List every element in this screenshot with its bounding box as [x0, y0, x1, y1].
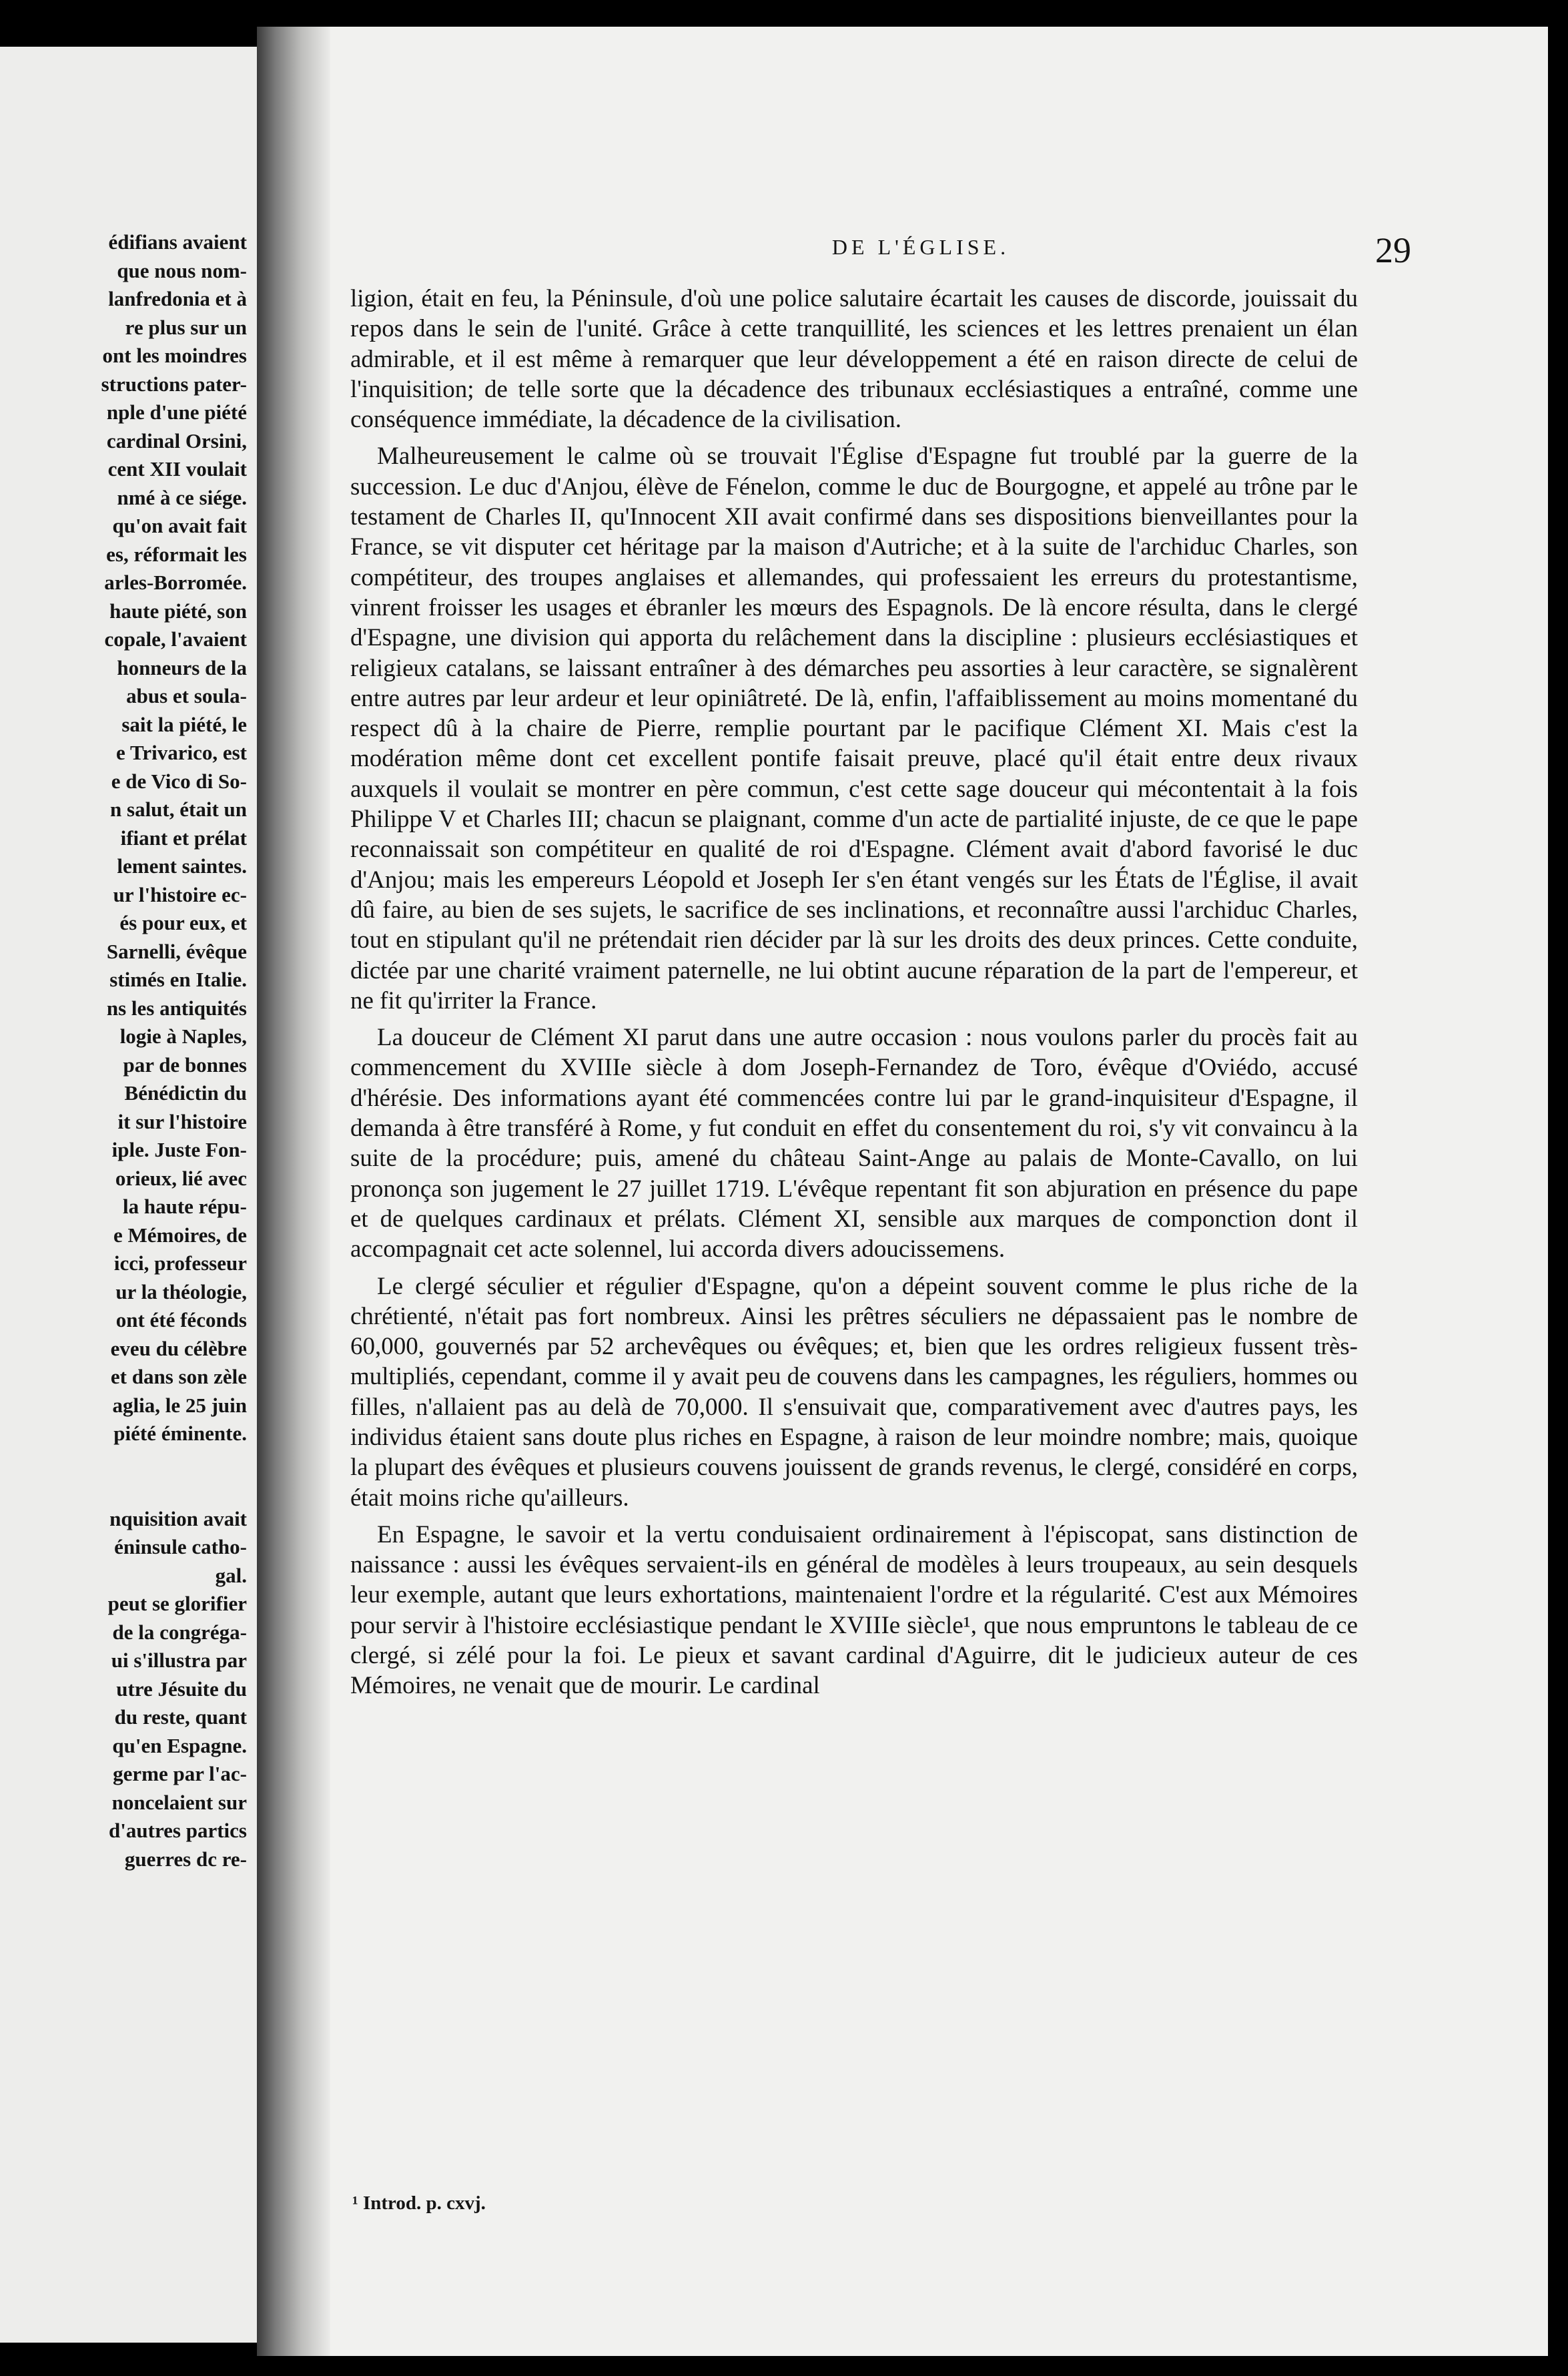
facing-page-line: peut se glorifier — [107, 1592, 247, 1615]
paragraph: Malheureusement le calme où se trouvait l'Église d'Espagne fut troublé par la guerre de la succession. Le duc d'Anjou, élève de Fénelon, comme le duc de Bourgogne, et appelé au trône par le testament de Charles II, qu'Innocent XII avait confirmé dans ses dispositions bienveillantes pour la France, se vit disputer cet héritage par la maison d'Autriche; et à la suite de l'archiduc Charles, son compétiteur, des troupes anglaises et allemandes, qui professaient les erreurs du protestantisme, vinrent froisser les usages et ébranler les mœurs des Espagnols. De là encore résulta, dans le clergé d'Espagne, une division qui apporta du relâchement dans la discipline : plusieurs ecclésiastiques et religieux catalans, se laissant entraîner à des démarches peu assorties à leur caractère, se signalèrent entre autres par leur ardeur et leur opiniâtreté. De là, enfin, l'affaiblissement au moins momentané du respect dû à la chaire de Pierre, remplie pourtant par le pacifique Clément XI. Mais c'est la modération même dont cet excellent pontife faisait preuve, placé qu'il était entre deux rivaux auxquels il voulait se montrer en père commun, c'est cette sage douceur qui mécontentait à la fois Philippe V et Charles III; chacun se plaignant, comme d'un acte de partialité injuste, de ce que le pape reconnaissait son compétiteur en qualité de roi d'Espagne. Clément avait d'abord favorisé le duc d'Anjou; mais les empereurs Léopold et Joseph Ier s'en étant vengés sur les États de l'Église, il avait dû faire, au bien de ses sujets, le sacrifice de ses inclinations, et reconnaître aussi l'archiduc Charles, tout en stipulant qu'il ne prétendait rien décider par là sur les droits des deux princes. Cette conduite, dictée par une charité vraiment paternelle, ne lui obtint aucune réparation de la part de l'empereur, et ne fit qu'irriter la France. — [350, 442, 1358, 1014]
footnote: ¹ Introd. p. cxvj. — [352, 2192, 486, 2214]
running-head — [430, 230, 1411, 274]
facing-page-line: qu'on avait fait — [112, 514, 247, 537]
facing-page-line: piété éminente. — [113, 1422, 247, 1445]
facing-page-line: Bénédictin du — [124, 1081, 247, 1105]
facing-page-line: honneurs de la — [117, 655, 247, 679]
facing-page-line: cent XII voulait — [107, 457, 247, 481]
facing-page-line: guerres dc re- — [124, 1847, 247, 1871]
facing-page-line — [0, 1448, 247, 1505]
facing-page-line: abus et soula- — [126, 684, 247, 707]
facing-page-line: noncelaient sur — [111, 1790, 247, 1814]
facing-page-line: Sarnelli, évêque — [106, 939, 247, 963]
facing-page-line: la haute répu- — [123, 1195, 247, 1218]
paragraph: La douceur de Clément XI parut dans une autre occasion : nous voulons parler du procès fait au commencement du XVIIIe siècle à dom Joseph-Fernandez de Toro, évêque d'Oviédo, accusé d'hérésie. Des informations ayant été commencées contre lui par le grand-inquisiteur d'Espagne, il demanda à être transféré à Rome, y fut conduit en effet du consentement du roi, s'y vit convaincu à la suite de la procédure; puis, amené du château Saint-Ange au palais de Monte-Cavallo, on lui prononça son jugement le 27 juillet 1719. L'évêque repentant fit son abjuration en présence du pape et de quelques cardinaux et prélats. Clément XI, sensible aux marques de componction dont il accompagnait cet acte solennel, lui accorda divers adoucissemens. — [350, 1024, 1358, 1263]
facing-page-line: e de Vico di So- — [111, 769, 247, 793]
facing-page-line: es, réformait les — [106, 542, 247, 566]
facing-page-line: lanfredonia et à — [108, 287, 247, 310]
facing-page-line: édifians avaient — [108, 230, 247, 254]
facing-page-line: nple d'une piété — [106, 400, 247, 424]
facing-page-line: qu'en Espagne. — [112, 1733, 247, 1757]
paragraph: Le clergé séculier et régulier d'Espagne, qu'on a dépeint souvent comme le plus riche de la chrétienté, n'était pas fort nombreux. Ainsi les prêtres séculiers ne dépassaient pas le nombre de 60,000, gouvernés par 52 archevêques ou évêques; et, bien que les ordres religieux fussent très-multipliés, cependant, comme il y avait peu de couvens dans les campagnes, les réguliers, hommes ou filles, n'allaient pas au delà de 70,000. Il s'ensuivait que, comparativement avec d'autres pays, les individus étaient sans doute plus riches en Espagne, à raison de leur moindre nombre; mais, quoique la plupart des évêques et plusieurs couvens jouissent de grands revenus, le clergé, considéré en corps, était moins riche qu'ailleurs. — [350, 1272, 1358, 1512]
facing-page-line: iple. Juste Fon- — [111, 1138, 247, 1161]
facing-page-line: és pour eux, et — [119, 911, 247, 934]
facing-page-line: nmé à ce siége. — [117, 485, 247, 509]
facing-page-line: ifiant et prélat — [120, 826, 247, 850]
facing-page-line: nquisition avait — [109, 1506, 247, 1530]
facing-page-line: it sur l'histoire — [117, 1109, 247, 1133]
facing-page-line: lement saintes. — [117, 854, 247, 878]
facing-page-line: ui s'illustra par — [111, 1649, 247, 1672]
facing-page-line: utre Jésuite du — [116, 1677, 247, 1701]
facing-page-line: gal. — [215, 1563, 247, 1587]
facing-page-line: logie à Naples, — [119, 1024, 247, 1048]
facing-page-line: de la congréga- — [112, 1620, 247, 1644]
facing-page-line: par de bonnes — [123, 1053, 247, 1077]
running-head-title: DE L'ÉGLISE. — [831, 235, 1010, 259]
facing-page-line: germe par l'ac- — [113, 1762, 247, 1785]
facing-page-line: ur la théologie, — [115, 1279, 247, 1303]
facing-page-line: icci, professeur — [113, 1251, 247, 1275]
paragraph: ligion, était en feu, la Péninsule, d'où une police salutaire écartait les causes de discorde, jouissait du repos dans le sein de l'unité. Grâce à cette tranquillité, les sciences et les lettres prenaient un élan admirable, et il est même à remarquer que leur développement a été en raison directe de celui de l'inquisition; de telle sorte que la décadence des tribunaux ecclésiastiques a entraîné, comme une conséquence immédiate, la décadence de la civilisation. — [350, 285, 1358, 434]
facing-page-line: stimés en Italie. — [109, 968, 247, 991]
facing-page-line: du reste, quant — [114, 1705, 247, 1729]
paragraph: En Espagne, le savoir et la vertu conduisaient ordinairement à l'épiscopat, sans distinction de naissance : aussi les évêques servaient-ils en général de modèles à leurs troupeaux, au sein desquels leur exemple, autant que leurs exhortations, maintenaient l'ordre et la régularité. C'est aux Mémoires pour servir à l'histoire ecclésiastique pendant le XVIIIe siècle¹, que nous empruntons le tableau de ce clergé, si zélé pour la foi. Le pieux et savant cardinal d'Aguirre, dit le judicieux auteur de ces Mémoires, ne venait que de mourir. Le cardinal — [350, 1520, 1358, 1700]
body-text — [350, 284, 1358, 1708]
facing-page-line: e Mémoires, de — [113, 1223, 247, 1247]
facing-page-line: e Trivarico, est — [116, 741, 247, 764]
facing-page-line: ns les antiquités — [106, 996, 247, 1020]
facing-page-line: sait la piété, le — [121, 712, 247, 736]
facing-page-line: ont été féconds — [115, 1308, 247, 1331]
facing-page-line: re plus sur un — [125, 315, 247, 339]
facing-page-text — [0, 228, 247, 1873]
facing-page — [0, 47, 257, 2343]
facing-page-line: cardinal Orsini, — [106, 428, 247, 453]
facing-page-line: structions pater- — [101, 372, 247, 396]
facing-page-line: n salut, était un — [110, 798, 247, 821]
facing-page-line: aglia, le 25 juin — [112, 1393, 247, 1417]
facing-page-line: arles-Borromée. — [104, 571, 247, 594]
scan-border — [1548, 0, 1568, 2376]
facing-page-line: éninsule catho- — [114, 1535, 247, 1558]
facing-page-line: d'autres partics — [109, 1819, 247, 1842]
facing-page-line: haute piété, son — [109, 599, 247, 623]
facing-page-line: ont les moindres — [102, 344, 247, 367]
facing-page-line: et dans son zèle — [110, 1365, 247, 1388]
facing-page-line: que nous nom- — [117, 258, 247, 282]
facing-page-line: ur l'histoire ec- — [113, 882, 247, 906]
facing-page-line: orieux, lié avec — [115, 1166, 247, 1190]
facing-page-line: copale, l'avaient — [104, 627, 247, 651]
book-gutter-shadow — [257, 27, 330, 2356]
facing-page-line: eveu du célèbre — [110, 1336, 247, 1360]
page-number: 29 — [1375, 230, 1411, 270]
